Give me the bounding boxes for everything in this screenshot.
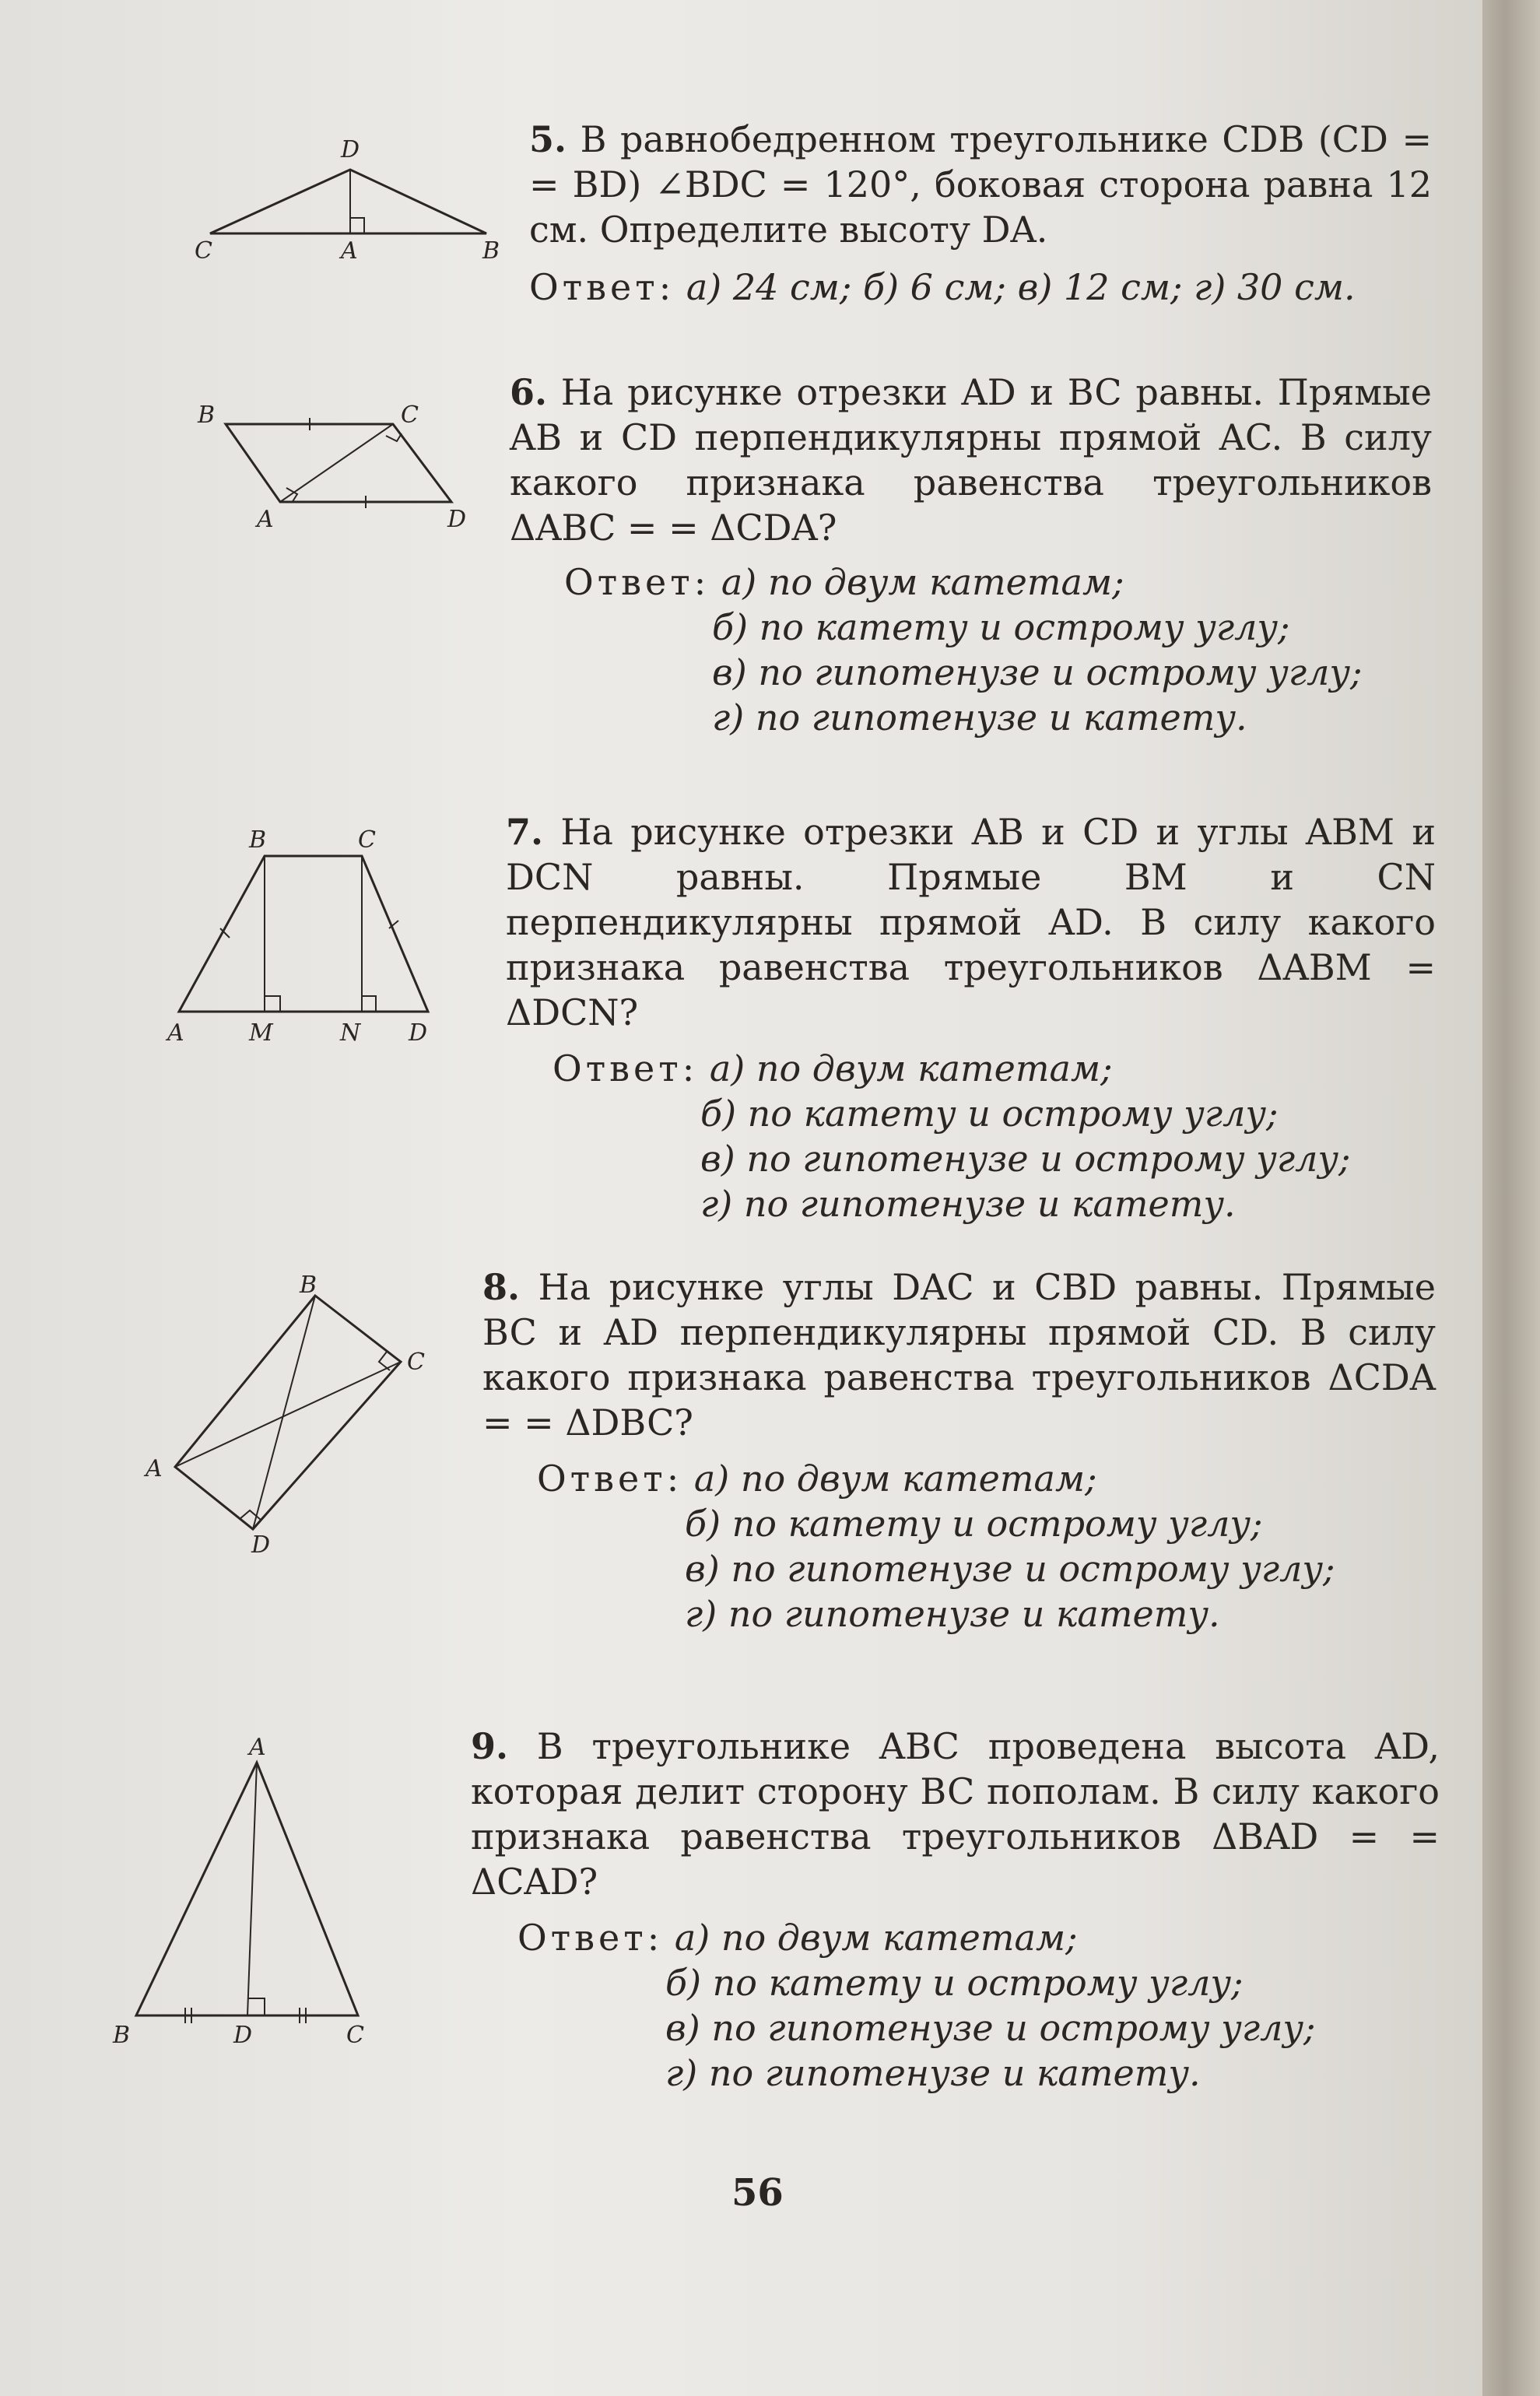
problem-9-text [471, 1724, 1440, 1904]
problem-7-answers [553, 1046, 1436, 1226]
problem-6-number: 6. [510, 371, 548, 413]
page-edge [1482, 0, 1540, 2396]
figure-7-label-c: C [358, 826, 376, 854]
figure-5-label-b: B [482, 237, 500, 265]
problem-5-text [529, 117, 1432, 252]
figure-9-label-c: C [346, 2022, 364, 2049]
problem-9-option-a: а) по двум катетам; [674, 1917, 1078, 1959]
figure-6-label-c: C [401, 402, 419, 429]
problem-9-answer-label: Ответ: [517, 1917, 664, 1959]
problem-8-answer-label: Ответ: [537, 1458, 683, 1500]
figure-7 [167, 826, 447, 1054]
problem-7 [506, 809, 1436, 1226]
problem-5-answer-options: а) 24 см; б) 6 см; в) 12 см; г) 30 см. [686, 266, 1356, 308]
problem-8 [482, 1265, 1436, 1637]
problem-9-statement: В треугольнике ABC проведена высота AD, которая делит сторону BC пополам. В силу какого признака равенства треугольников ΔBAD = = ΔCAD? [471, 1725, 1440, 1903]
problem-8-number: 8. [482, 1266, 521, 1308]
problem-7-statement: На рисунке отрезки AB и CD и углы ABM и DCN равны. Прямые BM и CN перпендикулярны прямой AD. В силу какого признака равенства треугольников ΔABM = ΔDCN? [506, 811, 1437, 1033]
problem-6-statement: На рисунке отрезки AD и BC равны. Прямые AB и CD перпендикулярны прямой AC. В силу какого признака равенства треугольников ΔABC = = ΔCDA? [510, 371, 1432, 549]
problem-6-answers [564, 560, 1432, 740]
figure-5 [187, 132, 514, 265]
problem-6-option-a: а) по двум катетам; [721, 561, 1124, 603]
figure-8-label-a: A [146, 1455, 163, 1482]
problem-7-text [506, 809, 1436, 1035]
problem-9-answers [517, 1915, 1440, 2096]
problem-9 [471, 1724, 1440, 2096]
page-number: 56 [731, 2171, 784, 2215]
problem-7-option-c: в) по гипотенузе и острому углу; [700, 1138, 1351, 1180]
figure-8-label-d: D [251, 1531, 271, 1559]
figure-5-label-a: A [341, 237, 358, 265]
figure-8-label-c: C [407, 1349, 425, 1376]
problem-9-number: 9. [471, 1725, 509, 1767]
problem-7-answer-label: Ответ: [553, 1047, 699, 1089]
figure-7-label-d: D [409, 1019, 428, 1047]
problem-7-option-a: а) по двум катетам; [709, 1047, 1113, 1089]
figure-9-label-b: B [113, 2022, 131, 2049]
figure-9 [109, 1734, 397, 2058]
problem-5-number: 5. [529, 118, 567, 160]
problem-8-option-c: в) по гипотенузе и острому углу; [685, 1548, 1335, 1590]
problem-5-answers [529, 265, 1432, 310]
problem-9-option-c: в) по гипотенузе и острому углу; [665, 2007, 1316, 2049]
figure-8-label-b: B [300, 1272, 317, 1299]
figure-6 [195, 393, 490, 549]
problem-6 [510, 370, 1432, 740]
figure-9-label-a: A [249, 1734, 266, 1761]
figure-8 [136, 1272, 447, 1568]
problem-6-option-b: б) по катету и острому углу; [712, 606, 1290, 648]
problem-6-answer-label: Ответ: [564, 561, 710, 603]
figure-6-label-b: B [198, 402, 216, 429]
problem-8-text [482, 1265, 1436, 1445]
problem-5 [529, 117, 1432, 310]
problem-6-option-c: в) по гипотенузе и острому углу; [712, 651, 1363, 693]
figure-6-label-a: A [257, 506, 274, 533]
problem-7-option-d: г) по гипотенузе и катету. [700, 1183, 1236, 1225]
figure-7-label-n: N [340, 1019, 361, 1047]
figure-5-label-d: D [341, 136, 360, 163]
problem-5-statement: В равнобедренном треугольнике CDB (CD = = BD) ∠BDC = 120°, боковая сторона равна 12 см. Определите высоту DA. [529, 118, 1432, 251]
problem-7-option-b: б) по катету и острому углу; [700, 1093, 1279, 1135]
problem-6-text [510, 370, 1432, 550]
problem-9-option-b: б) по катету и острому углу; [665, 1962, 1244, 2004]
figure-7-label-a: A [167, 1019, 184, 1047]
problem-7-number: 7. [506, 811, 544, 853]
problem-8-option-b: б) по катету и острому углу; [685, 1503, 1263, 1545]
problem-8-option-d: г) по гипотенузе и катету. [685, 1593, 1220, 1635]
problem-8-answers [537, 1456, 1436, 1637]
figure-5-label-c: C [195, 237, 212, 265]
problem-8-option-a: а) по двум катетам; [693, 1458, 1097, 1500]
figure-7-label-m: M [249, 1019, 273, 1047]
figure-9-label-d: D [233, 2022, 253, 2049]
problem-9-option-d: г) по гипотенузе и катету. [665, 2052, 1201, 2094]
problem-8-statement: На рисунке углы DAC и CBD равны. Прямые BC и AD перпендикулярны прямой CD. В силу какого признака равенства треугольников ΔCDA = = ΔDBC? [482, 1266, 1437, 1444]
problem-6-option-d: г) по гипотенузе и катету. [712, 696, 1247, 738]
problem-5-answer-label: Ответ: [529, 266, 675, 308]
figure-6-label-d: D [447, 506, 467, 533]
figure-7-label-b: B [249, 826, 267, 854]
